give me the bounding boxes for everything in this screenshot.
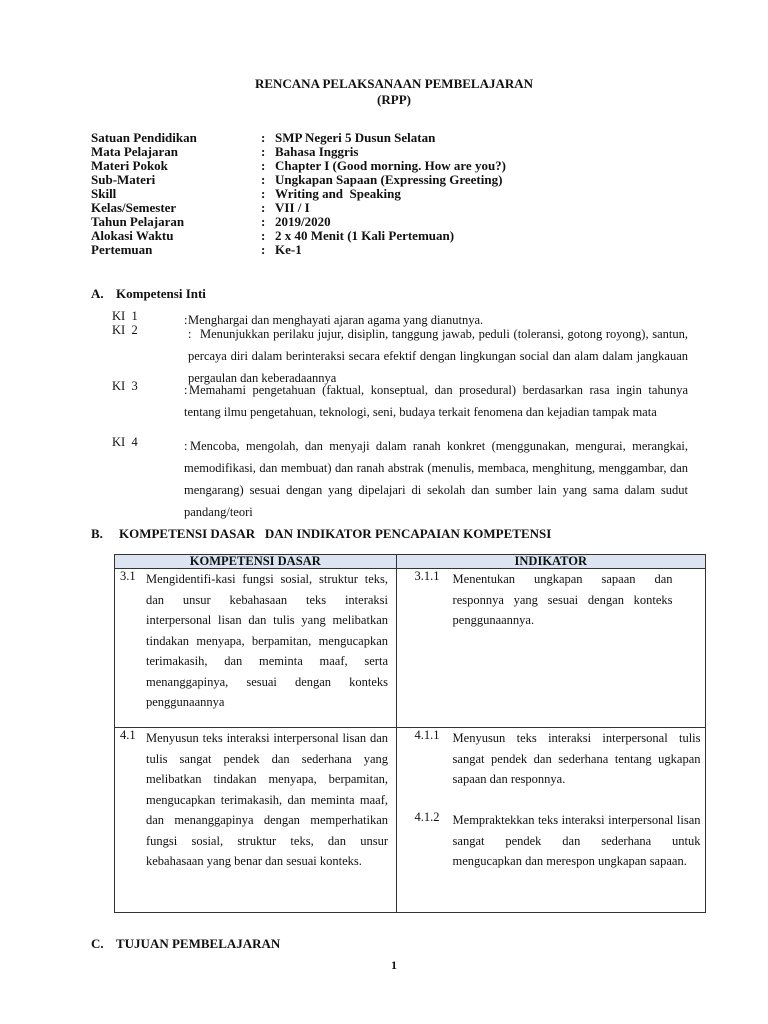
identity-row — [91, 201, 506, 215]
identity-label: Satuan Pendidikan — [91, 130, 197, 145]
identity-colon: : — [261, 228, 266, 243]
identity-value: Chapter I (Good morning. How are you?) — [275, 158, 506, 173]
identity-label: Kelas/Semester — [91, 200, 177, 215]
identity-colon: : — [261, 158, 266, 173]
indicator-text: Menentukan ungkapan sapaan dan responnya yang sesuai dengan konteks penggunaannya. — [452, 572, 673, 627]
identity-colon: : — [261, 172, 266, 187]
identity-row — [91, 173, 506, 187]
page-number: 1 — [391, 958, 397, 972]
kd-number: 4.1 — [120, 728, 136, 742]
indicator-number: 3.1.1 — [414, 569, 440, 583]
table-cell-kd — [115, 728, 397, 913]
table-row — [115, 569, 706, 728]
ki-colon: : — [188, 327, 192, 341]
identity-colon: : — [261, 242, 266, 257]
identity-label: Tahun Pelajaran — [91, 214, 185, 229]
identity-row — [91, 243, 506, 257]
table-row — [115, 728, 706, 913]
identity-colon: : — [261, 130, 266, 145]
identity-label: Mata Pelajaran — [91, 144, 179, 159]
identity-colon: : — [261, 200, 266, 215]
ki-colon: : — [184, 439, 188, 453]
identity-label: Pertemuan — [91, 242, 153, 257]
table-cell-indicator — [396, 728, 705, 913]
identity-row — [91, 159, 506, 173]
identity-value: 2019/2020 — [275, 214, 331, 229]
ki-text-content: Memahami pengetahuan (faktual, konseptual, dan prosedural) berdasarkan rasa ingin tahunya tentang ilmu pengetahuan, teknologi, seni, budaya terkait fenomena dan kejadian tampak mata — [184, 383, 688, 419]
identity-value: Writing and Speaking — [275, 186, 401, 201]
identity-label: Sub-Materi — [91, 172, 156, 187]
kd-text: Mengidentifi-kasi fungsi sosial, struktur teks, dan unsur kebahasaan teks interaksi interpersonal lisan dan tulis yang melibatkan tindakan menyapa, berpamitan, mengucapkan terimakasih, dan meminta maaf, serta menanggapinya, sesuai dengan konteks penggunaannya — [146, 572, 388, 709]
identity-value: VII / I — [275, 200, 310, 215]
ki-colon: : — [184, 383, 188, 397]
kd-text: Menyusun teks interaksi interpersonal lisan dan tulis sangat pendek dan sederhana yang melibatkan tindakan menyapa, berpamitan, mengucapkan terimakasih, dan meminta maaf, dan menanggapinya dengan memperhatikan fungsi sosial, struktur teks, dan unsur kebahasaan yang benar dan sesuai konteks. — [146, 731, 388, 868]
identity-colon: : — [261, 214, 266, 229]
ki-code: KI 3 — [112, 379, 138, 393]
indicator-text: Mempraktekkan teks interaksi interpersonal lisan sangat pendek dan sederhana untuk mengucapkan dan merespon ungkapan sapaan. — [452, 813, 701, 868]
identity-value: Ke-1 — [275, 242, 302, 257]
identity-value: Bahasa Inggris — [275, 144, 359, 159]
indicator-text: Menyusun teks interaksi interpersonal tulis sangat pendek dan sederhana tentang ugkapan sapaan dan responnya. — [452, 731, 701, 786]
identity-label: Alokasi Waktu — [91, 228, 174, 243]
section-a-heading — [91, 286, 206, 302]
cell-content — [397, 569, 705, 727]
indicator-number: 4.1.1 — [414, 728, 440, 742]
section-letter: A. — [91, 286, 104, 301]
section-letter: C. — [91, 936, 104, 951]
identity-value: 2 x 40 Menit (1 Kali Pertemuan) — [275, 228, 455, 243]
identity-value: SMP Negeri 5 Dusun Selatan — [275, 130, 436, 145]
indicator-number: 4.1.2 — [414, 810, 440, 824]
ki-code: KI 4 — [112, 435, 138, 449]
table-cell-indicator — [396, 569, 705, 728]
identity-label: Skill — [91, 186, 117, 201]
identity-value: Ungkapan Sapaan (Expressing Greeting) — [275, 172, 503, 187]
cell-content — [115, 728, 396, 912]
ki-text-content: Mencoba, mengolah, dan menyaji dalam ranah konkret (menggunakan, mengurai, merangkai, memodifikasi, dan membuat) dan ranah abstrak (menulis, membaca, menghitung, menggambar, dan mengarang) sesuai dengan yang dipelajari di sekolah dan sumber lain yang sama dalam sudut pandang/teori — [184, 439, 688, 519]
identity-row — [91, 131, 506, 145]
identity-label: Materi Pokok — [91, 158, 168, 173]
table-header-row — [115, 555, 706, 569]
section-letter: B. — [91, 526, 103, 541]
ki-code: KI 1 — [112, 309, 138, 323]
ki-code: KI 2 — [112, 323, 138, 337]
ki-text-content: Menghargai dan menghayati ajaran agama yang dianutnya. — [188, 313, 484, 327]
section-c-heading — [91, 936, 280, 952]
identity-row — [91, 229, 506, 243]
identity-colon: : — [261, 144, 266, 159]
table-header-indicator: INDIKATOR — [396, 555, 705, 569]
identity-row — [91, 145, 506, 159]
ki-text — [184, 435, 688, 523]
section-title: Kompetensi Inti — [116, 286, 206, 301]
ki-colon: : — [184, 313, 188, 327]
identity-colon: : — [261, 186, 266, 201]
section-b-heading — [91, 526, 551, 542]
section-title: TUJUAN PEMBELAJARAN — [116, 936, 281, 951]
table-cell-kd — [115, 569, 397, 728]
competency-table — [114, 554, 706, 913]
identity-row — [91, 187, 506, 201]
cell-content — [115, 569, 396, 727]
cell-content — [397, 728, 705, 912]
kd-number: 3.1 — [120, 569, 136, 583]
identity-row — [91, 215, 506, 229]
document-title: RENCANA PELAKSANAAN PEMBELAJARAN — [254, 76, 534, 91]
section-title: KOMPETENSI DASAR DAN INDIKATOR PENCAPAIAN KOMPETENSI — [119, 526, 552, 541]
ki-text-content: Menunjukkan perilaku jujur, disiplin, tanggung jawab, peduli (toleransi, gotong royong), santun, percaya diri dalam berinteraksi secara efektif dengan lingkungan social dan alam dalam jangkauan pergaulan dan keberadaannya — [188, 327, 688, 385]
ki-text — [184, 379, 688, 423]
table-header-kd: KOMPETENSI DASAR — [115, 555, 397, 569]
document-subtitle: (RPP) — [377, 92, 411, 107]
identity-block — [91, 131, 506, 257]
